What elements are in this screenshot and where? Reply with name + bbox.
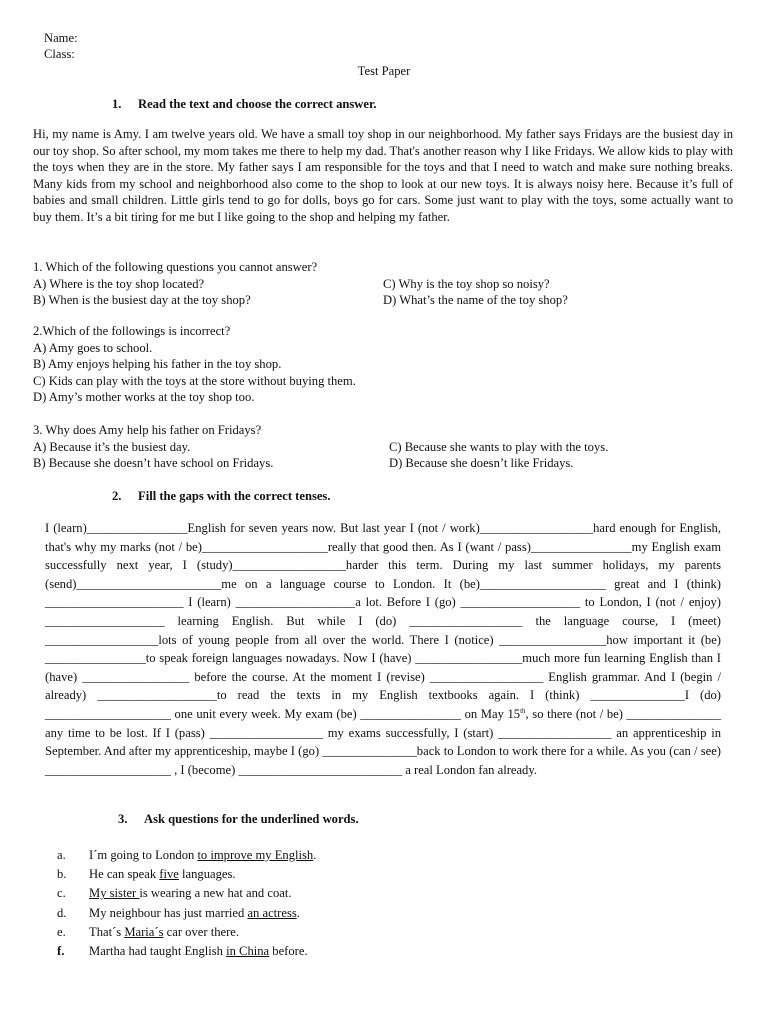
underlined-words: My sister bbox=[89, 886, 140, 901]
name-label: Name: bbox=[44, 31, 78, 45]
underlined-words: five bbox=[159, 867, 179, 882]
q3-option-a: A) Because it’s the busiest day. bbox=[33, 439, 191, 454]
item-letter: f. bbox=[57, 944, 65, 959]
q1-option-b: B) When is the busiest day at the toy shop? bbox=[33, 293, 251, 307]
underlined-words: an actress bbox=[247, 905, 297, 920]
item-letter: c. bbox=[57, 886, 66, 901]
section1-heading-text: Read the text and choose the correct answer. bbox=[138, 97, 377, 111]
question-3-text: 3. Why does Amy help his father on Fridays? bbox=[33, 423, 262, 437]
item-letter: d. bbox=[57, 905, 67, 920]
item-text: I´m going to London to improve my English. bbox=[89, 848, 317, 862]
q2-option-b: B) Amy enjoys helping his father in the toy shop. bbox=[33, 357, 282, 371]
q1-option-d: D) What’s the name of the toy shop? bbox=[383, 293, 568, 307]
q3-option-d: D) Because she doesn’t like Fridays. bbox=[389, 456, 574, 470]
item-letter: a. bbox=[57, 848, 66, 862]
item-text: That´s Maria´s car over there. bbox=[89, 924, 240, 939]
section2-number: 2. bbox=[112, 489, 122, 503]
q3-option-c: C) Because she wants to play with the toys. bbox=[389, 439, 609, 454]
section1-number: 1. bbox=[112, 97, 122, 111]
question-2-text: 2.Which of the followings is incorrect? bbox=[33, 324, 231, 338]
q2-option-a: A) Amy goes to school. bbox=[33, 340, 153, 355]
q2-option-d: D) Amy’s mother works at the toy shop too. bbox=[33, 390, 255, 404]
item-letter: b. bbox=[57, 867, 67, 882]
underlined-words: Maria´s bbox=[124, 924, 164, 939]
list-item bbox=[57, 846, 757, 865]
section3-number: 3. bbox=[118, 812, 128, 826]
list-item bbox=[57, 884, 757, 903]
underlined-words: in China bbox=[226, 944, 270, 959]
underlined-words: to improve my English bbox=[197, 848, 314, 862]
list-item bbox=[57, 942, 757, 961]
section2-heading-text: Fill the gaps with the correct tenses. bbox=[138, 489, 331, 503]
item-text: Martha had taught English in China before. bbox=[89, 944, 308, 959]
underlined-questions-list bbox=[57, 846, 757, 961]
q1-option-a: A) Where is the toy shop located? bbox=[33, 276, 205, 291]
class-label: Class: bbox=[44, 47, 75, 61]
list-item bbox=[57, 904, 757, 923]
list-item bbox=[57, 923, 757, 942]
reading-passage: Hi, my name is Amy. I am twelve years old. We have a small toy shop in our neighborhood. My father says Fridays are the busiest day in our toy shop. So after school, my mom takes me there to help my dad. That's another reason why I like Fridays. We allow kids to play with the toys when they are in the store. My father says I am responsible for the toys and that I need to watch and make sure nothing breaks. Many kids from my school and neighborhood also come to the shop to look at our new toys. It is always noisy here. Because it’s full of babies and small children. Little girls tend to go for dolls, boys go for cars. Some just want to play with the toys, some actually want to buy them. It’s a bit tiring for me but I like going to the shop and helping my father. bbox=[33, 127, 733, 224]
list-item bbox=[57, 865, 757, 884]
question-1-text: 1. Which of the following questions you cannot answer? bbox=[33, 260, 318, 274]
q3-option-b: B) Because she doesn’t have school on Fridays. bbox=[33, 456, 274, 470]
q2-option-c: C) Kids can play with the toys at the store without buying them. bbox=[33, 373, 356, 388]
item-text: He can speak five languages. bbox=[89, 867, 236, 882]
ordinal-suffix: th bbox=[520, 706, 526, 715]
section1-heading bbox=[112, 96, 377, 113]
item-text: My neighbour has just married an actress. bbox=[89, 905, 300, 920]
fill-text-part2: , so there (not / be) _______________ any time to be lost. If I (pass) __________________ my exams successfully, I (start) __________________ an apprenticeship in September. And after my apprenticeship, maybe I (go) _______________back to London to work there for a while. As you (can / see) ____________________ , I (become) __________________________ a real London fan already. bbox=[45, 706, 721, 777]
fill-text-part1: I (learn)________________English for seven years now. But last year I (not / work)__________________hard enough for English, that's why my marks (not / be)____________________really that good then. As I (want / pass)________________my English exam successfully next year, I (study)__________________harder this term. During my last summer holidays, my parents (send)_______________________me on a language course to London. It (be)____________________ great and I (think) ______________________ I (learn) ___________________a lot. Before I (go) ___________________ to London, I (not / enjoy) ___________________ learning English. But while I (do) __________________ the language course, I (meet) __________________lots of young people from all over the world. There I (notice) _________________how important it (be) ________________to speak foreign languages nowadays. Now I (have) _________________much more fun learning English than I (have) _________________ before the course. At the moment I (revise) __________________ English grammar. And I (begin / already) ___________________to read the texts in my English textbooks again. I (think) _______________I (do) ____________________ one unit every week. My exam (be) ________________ on May 15 bbox=[45, 521, 721, 721]
q1-option-c: C) Why is the toy shop so noisy? bbox=[383, 276, 550, 291]
page-title: Test Paper bbox=[357, 64, 411, 78]
fill-the-gaps-text bbox=[45, 519, 721, 779]
section3-heading-text: Ask questions for the underlined words. bbox=[144, 812, 359, 826]
section3-heading bbox=[118, 811, 359, 828]
question-1 bbox=[33, 259, 733, 309]
question-3 bbox=[33, 422, 733, 472]
item-letter: e. bbox=[57, 924, 66, 939]
item-text: My sister is wearing a new hat and coat. bbox=[89, 886, 292, 901]
question-2 bbox=[33, 323, 733, 406]
section2-heading bbox=[112, 488, 331, 505]
